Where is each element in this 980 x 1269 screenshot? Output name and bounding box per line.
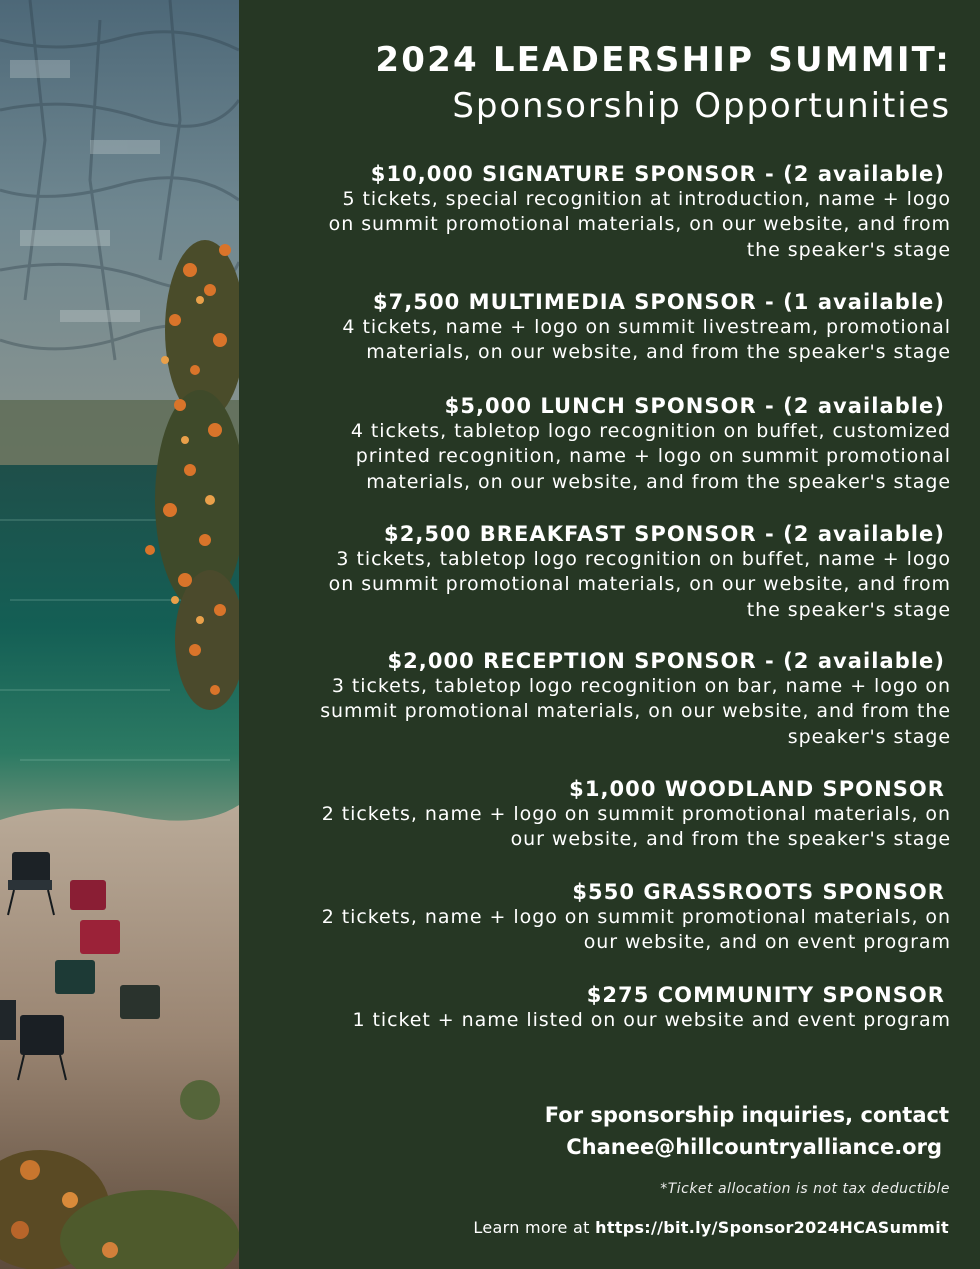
sponsorship-panel <box>239 0 980 1269</box>
tier-heading: $1,000 WOODLAND SPONSOR <box>569 777 945 801</box>
contact-email[interactable]: Chanee@hillcountryalliance.org <box>566 1135 942 1159</box>
tier-community-sponsor <box>251 982 951 1033</box>
tier-woodland-sponsor <box>251 776 951 853</box>
contact-block <box>545 1099 949 1163</box>
tier-heading: $550 GRASSROOTS SPONSOR <box>572 880 945 904</box>
tier-heading: $5,000 LUNCH SPONSOR - (2 available) <box>444 394 945 418</box>
tier-signature-sponsor <box>251 161 951 263</box>
tier-breakfast-sponsor <box>251 521 951 623</box>
tier-heading: $10,000 SIGNATURE SPONSOR - (2 available) <box>370 162 945 186</box>
tier-reception-sponsor <box>251 648 951 750</box>
learn-more-line <box>473 1218 949 1237</box>
tier-lunch-sponsor <box>251 393 951 495</box>
tier-description: 2 tickets, name + logo on summit promotional materials, on our website, and on event program <box>321 906 951 954</box>
tier-heading: $275 COMMUNITY SPONSOR <box>586 983 945 1007</box>
tier-grassroots-sponsor <box>251 879 951 956</box>
river-landscape-photo <box>0 0 239 1269</box>
tier-heading: $7,500 MULTIMEDIA SPONSOR - (1 available) <box>372 290 945 314</box>
tier-multimedia-sponsor <box>251 289 951 366</box>
learn-more-label: Learn more at <box>473 1218 596 1237</box>
page-title: 2024 LEADERSHIP SUMMIT: <box>375 40 951 80</box>
tier-description: 5 tickets, special recognition at introduction, name + logo on summit promotional materials, on our website, and from the speaker's stage <box>328 188 951 261</box>
tier-description: 4 tickets, name + logo on summit livestream, promotional materials, on our website, and from the speaker's stage <box>342 316 951 364</box>
tier-heading: $2,000 RECEPTION SPONSOR - (2 available) <box>387 649 945 673</box>
tier-heading: $2,500 BREAKFAST SPONSOR - (2 available) <box>384 522 945 546</box>
tier-description: 1 ticket + name listed on our website and event program <box>352 1009 951 1031</box>
tax-footnote: *Ticket allocation is not tax deductible <box>660 1181 950 1197</box>
page-subtitle: Sponsorship Opportunities <box>452 86 951 126</box>
tier-description: 2 tickets, name + logo on summit promotional materials, on our website, and from the speaker's stage <box>321 803 951 851</box>
tier-description: 3 tickets, tabletop logo recognition on buffet, name + logo on summit promotional materials, on our website, and from the speaker's stage <box>328 548 951 621</box>
tier-description: 3 tickets, tabletop logo recognition on bar, name + logo on summit promotional materials, on our website, and from the speaker's stage <box>320 675 951 748</box>
tier-description: 4 tickets, tabletop logo recognition on buffet, customized printed recognition, name + logo on summit promotional materials, on our website, and from the speaker's stage <box>350 420 951 493</box>
contact-label: For sponsorship inquiries, contact <box>544 1103 949 1127</box>
learn-more-link[interactable]: https://bit.ly/Sponsor2024HCASummit <box>595 1218 949 1237</box>
